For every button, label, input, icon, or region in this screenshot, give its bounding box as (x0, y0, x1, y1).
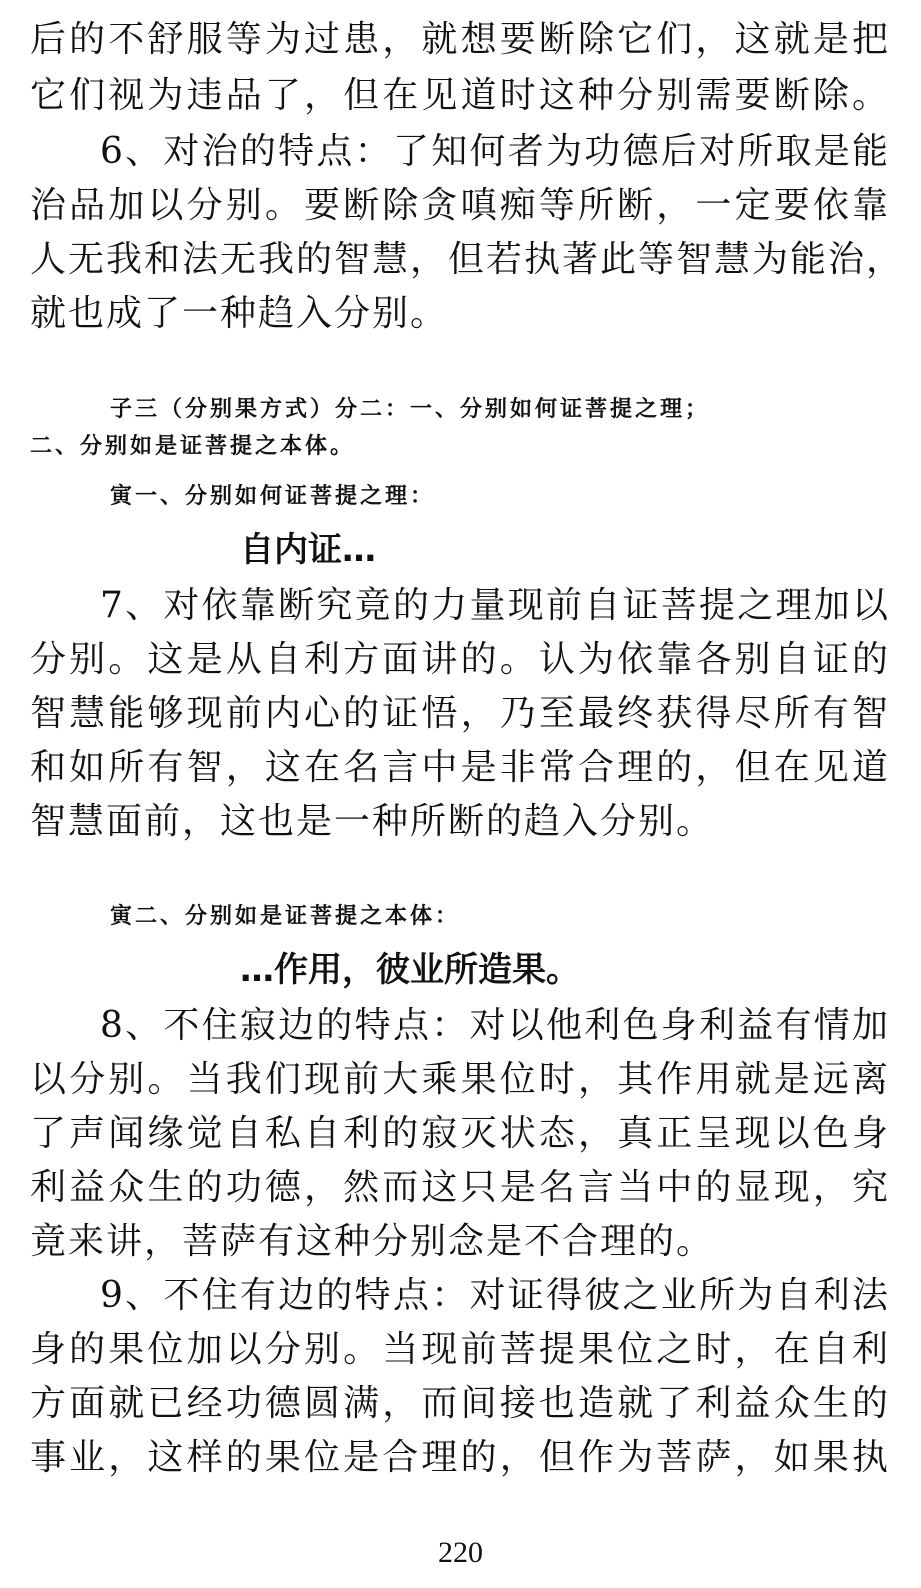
root-text: 自内证… (240, 530, 376, 570)
text-line: 6、对治的特点：了知何者为功德后对所取是能 (100, 131, 890, 172)
subheading: 寅一、分别如何证菩提之理： (110, 484, 436, 509)
text-line: 后的不舒服等为过患，就想要断除它们，这就是把 (30, 19, 890, 60)
text-line: 它们视为违品了，但在见道时这种分别需要断除。 (30, 75, 890, 116)
text-line: 7、对依靠断究竟的力量现前自证菩提之理加以 (100, 585, 890, 626)
section-heading: 二、分别如是证菩提之本体。 (30, 434, 356, 459)
text-line: 9、不住有边的特点：对证得彼之业所为自利法 (100, 1275, 890, 1316)
section-heading: 子三（分别果方式）分二：一、分别如何证菩提之理； (110, 397, 711, 422)
root-text: …作用，彼业所造果。 (240, 950, 580, 990)
text-line: 就也成了一种趋入分别。 (30, 293, 449, 334)
text-line: 治品加以分别。要断除贪嗔痴等所断，一定要依靠 (30, 185, 890, 226)
text-line: 事业，这样的果位是合理的，但作为菩萨，如果执 (30, 1437, 890, 1478)
text-line: 利益众生的功德，然而这只是名言当中的显现，究 (30, 1167, 890, 1208)
text-line: 人无我和法无我的智慧，但若执著此等智慧为能治， (30, 239, 905, 280)
subheading: 寅二、分别如是证菩提之本体： (110, 904, 461, 929)
text-line: 8、不住寂边的特点：对以他利色身利益有情加 (100, 1005, 890, 1046)
text-line: 以分别。当我们现前大乘果位时，其作用就是远离 (30, 1059, 890, 1100)
page-number: 220 (438, 1536, 483, 1569)
text-line: 方面就已经功德圆满，而间接也造就了利益众生的 (30, 1383, 890, 1424)
text-line: 智慧面前，这也是一种所断的趋入分别。 (30, 801, 715, 842)
text-line: 分别。这是从自利方面讲的。认为依靠各别自证的 (30, 639, 890, 680)
text-line: 和如所有智，这在名言中是非常合理的，但在见道 (30, 747, 890, 788)
text-line: 身的果位加以分别。当现前菩提果位之时，在自利 (30, 1329, 890, 1370)
text-line: 了声闻缘觉自私自利的寂灭状态，真正呈现以色身 (30, 1113, 890, 1154)
text-line: 智慧能够现前内心的证悟，乃至最终获得尽所有智 (30, 693, 890, 734)
text-line: 竟来讲，菩萨有这种分别念是不合理的。 (30, 1221, 715, 1262)
